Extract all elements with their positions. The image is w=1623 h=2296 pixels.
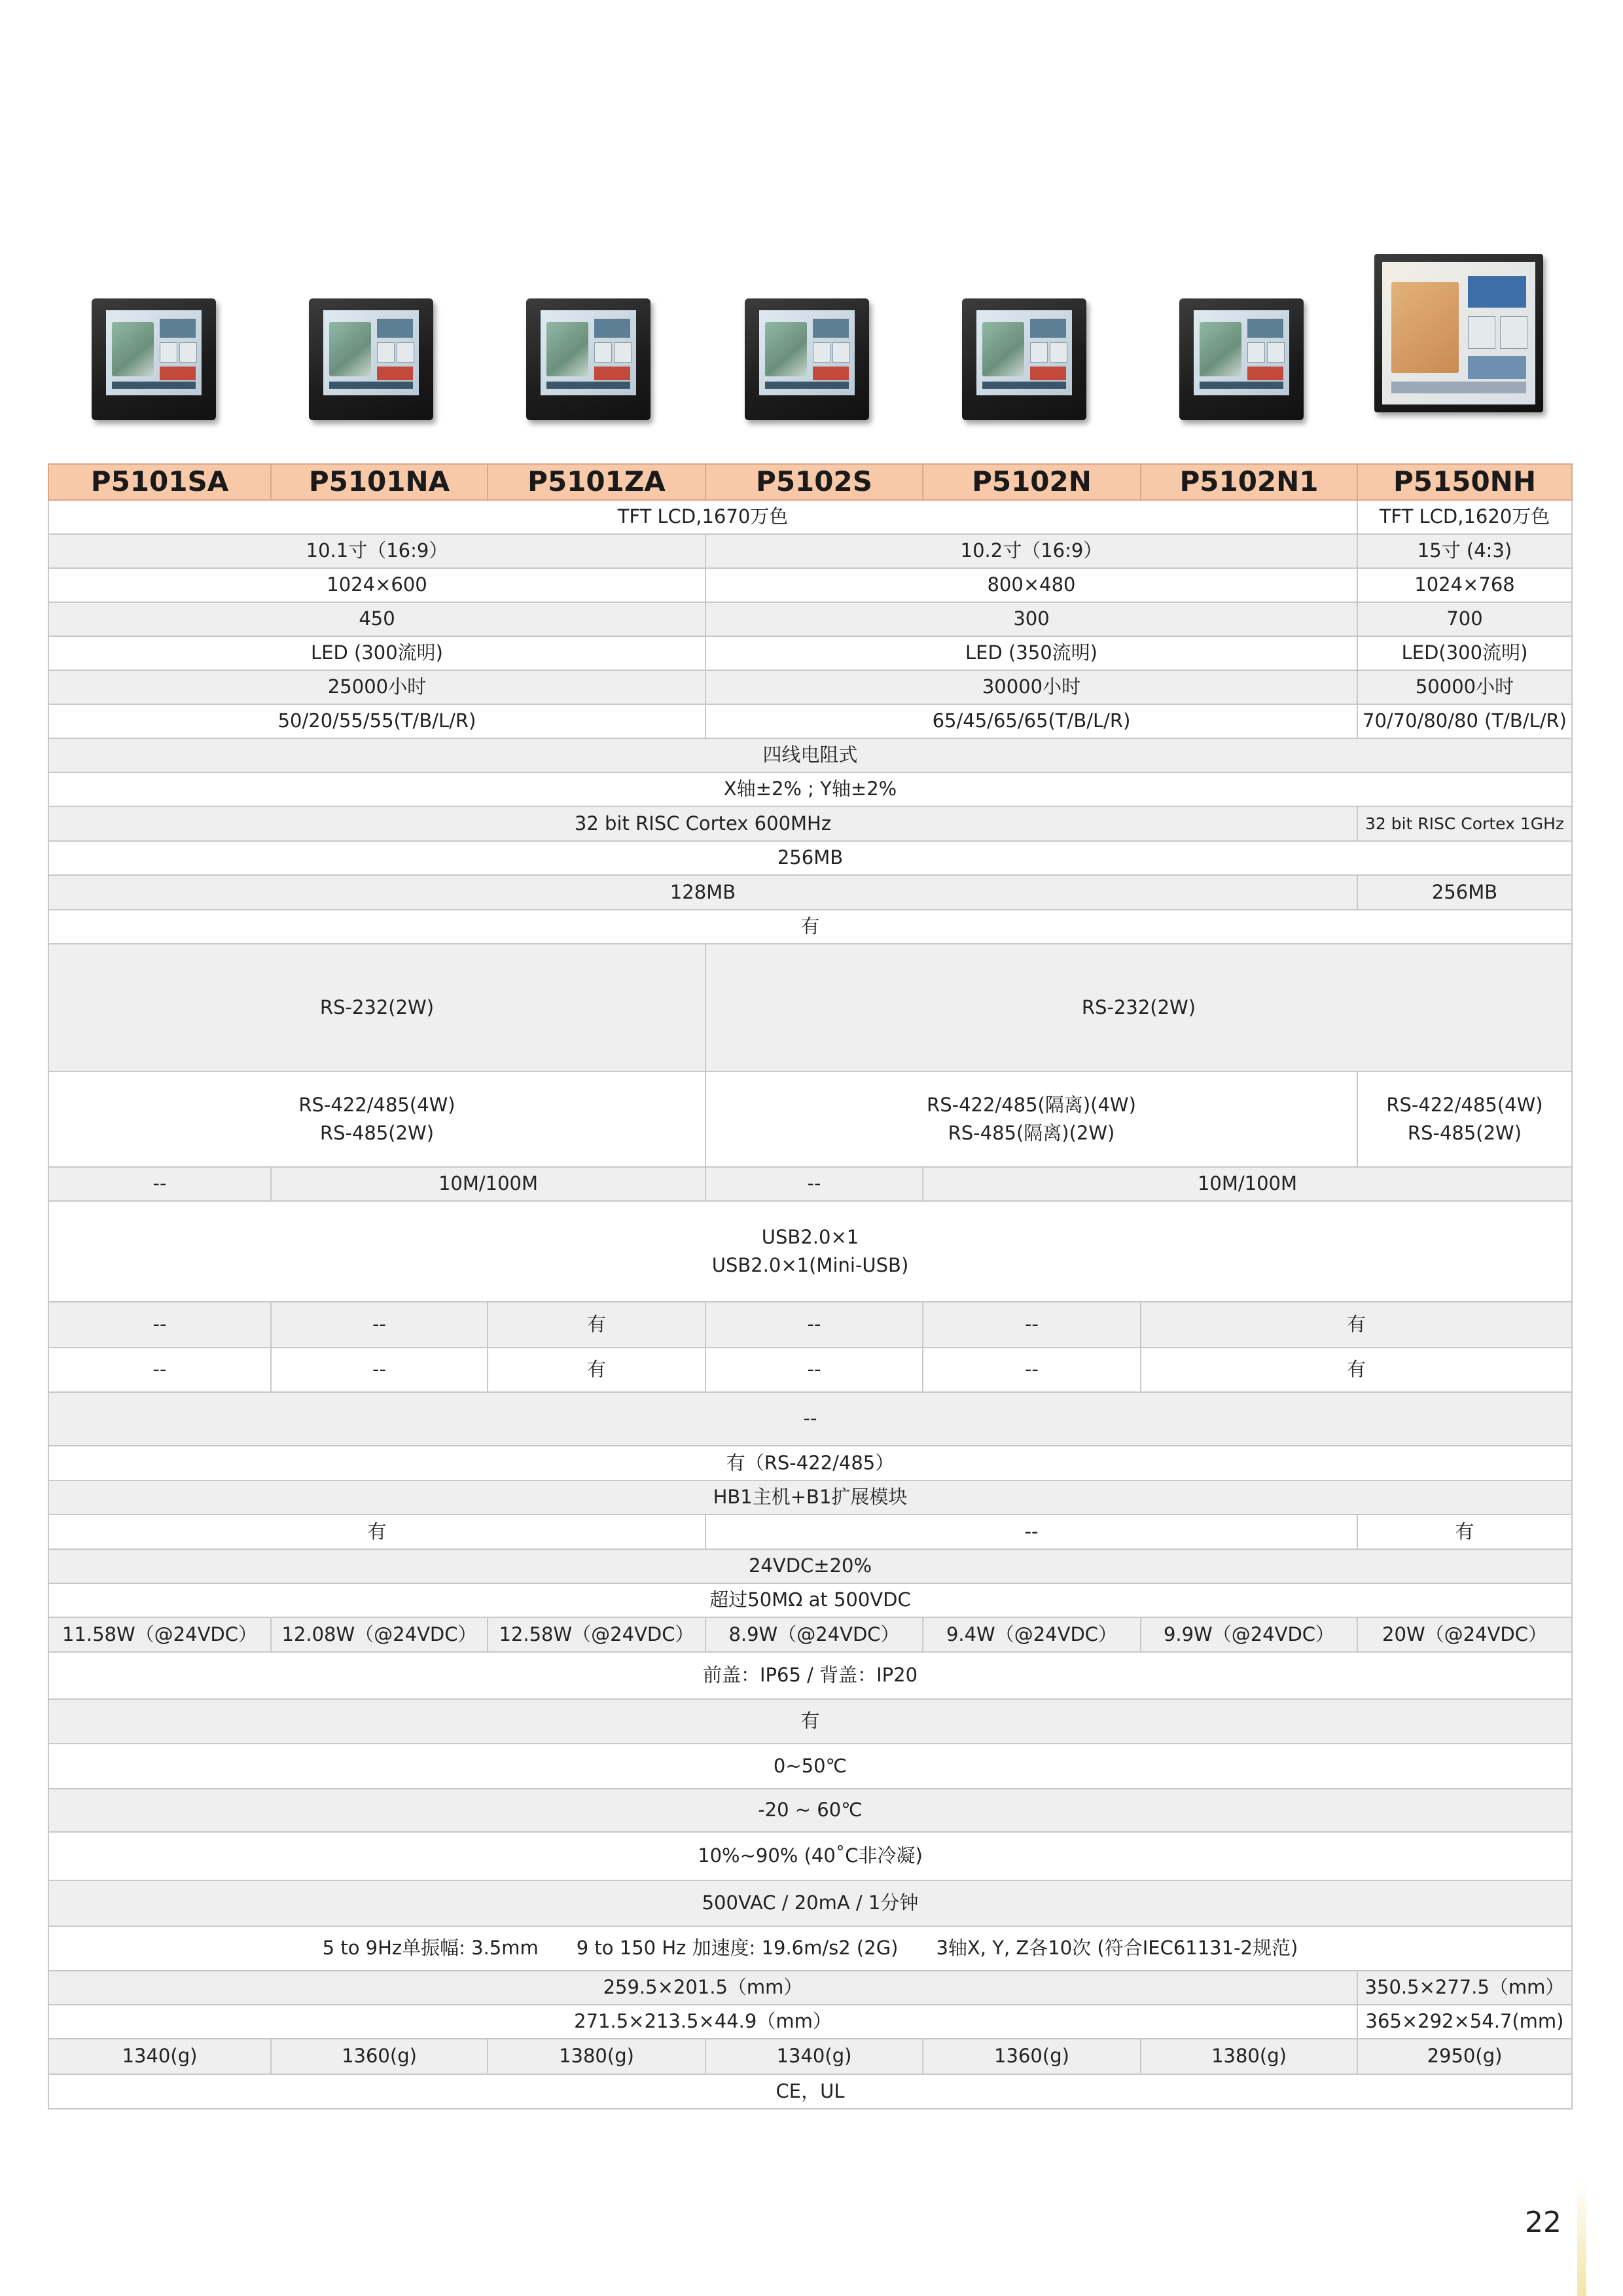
weight-value: 1340(g) xyxy=(48,2039,271,2074)
com2-line: RS-485(隔离)(2W) xyxy=(948,1122,1115,1144)
brightness-value: 450 xyxy=(48,602,705,636)
com1-value: RS-232(2W) xyxy=(48,944,705,1071)
com2-line: RS-422/485(4W) xyxy=(1386,1093,1543,1116)
certification-row xyxy=(48,2074,1572,2109)
feature-value: -- xyxy=(271,1348,488,1392)
cpu-value: 32 bit RISC Cortex 1GHz xyxy=(1357,806,1572,841)
model-name: P5101NA xyxy=(271,464,488,500)
humidity-value: 10%~90% (40˚C非冷凝) xyxy=(48,1832,1572,1880)
storage-temp-row xyxy=(48,1789,1572,1832)
weight-value: 1380(g) xyxy=(488,2039,705,2074)
size-value: 15寸 (4:3) xyxy=(1357,534,1572,568)
usb-line: USB2.0×1(Mini-USB) xyxy=(711,1254,909,1276)
memory-row xyxy=(48,841,1572,875)
com2-line: RS-485(2W) xyxy=(1407,1122,1522,1144)
storage-value: 256MB xyxy=(1357,875,1572,910)
brightness-value: 300 xyxy=(705,602,1357,636)
operating-temp-value: 0~50℃ xyxy=(48,1744,1572,1789)
com2-line: RS-485(2W) xyxy=(319,1122,435,1144)
page-accent xyxy=(1577,2179,1586,2296)
consumption-value: 12.08W（@24VDC） xyxy=(271,1617,488,1652)
consumption-value: 20W（@24VDC） xyxy=(1357,1617,1572,1652)
viewing-angle-value: 65/45/65/65(T/B/L/R) xyxy=(705,704,1357,738)
size-row xyxy=(48,534,1572,568)
cutout-row xyxy=(48,1971,1572,2005)
size-value: 10.1寸（16:9） xyxy=(48,534,705,568)
weight-value: 1360(g) xyxy=(923,2039,1141,2074)
model-header-row xyxy=(48,464,1572,500)
usb-value xyxy=(48,1201,1572,1302)
dimensions-value: 271.5×213.5×44.9（mm） xyxy=(48,2005,1357,2039)
com2-value xyxy=(1357,1071,1572,1167)
ethernet-value: 10M/100M xyxy=(271,1167,705,1201)
feature-value: 有（RS-422/485） xyxy=(48,1446,1572,1480)
storage-temp-value: -20 ~ 60℃ xyxy=(48,1789,1572,1832)
model-name: P5150NH xyxy=(1357,464,1572,500)
cpu-value: 32 bit RISC Cortex 600MHz xyxy=(48,806,1357,841)
memory-value: 256MB xyxy=(48,841,1572,875)
withstand-voltage-value: 500VAC / 20mA / 1分钟 xyxy=(48,1880,1572,1926)
resolution-value: 1024×600 xyxy=(48,568,705,602)
dimensions-value: 365×292×54.7(mm) xyxy=(1357,2005,1572,2039)
cooling-value: 有 xyxy=(48,1699,1572,1744)
feature-row-3 xyxy=(48,1392,1572,1446)
storage-row xyxy=(48,875,1572,910)
backlight-row xyxy=(48,636,1572,670)
backlight-value: LED (300流明) xyxy=(48,636,705,670)
ethernet-value: -- xyxy=(48,1167,271,1201)
operating-temp-row xyxy=(48,1744,1572,1789)
com2-value xyxy=(48,1071,705,1167)
weight-value: 1360(g) xyxy=(271,2039,488,2074)
usb-line: USB2.0×1 xyxy=(761,1225,859,1248)
feature-value: 有 xyxy=(1357,1515,1572,1549)
feature-row-1 xyxy=(48,1302,1572,1348)
com2-line: RS-422/485(隔离)(4W) xyxy=(927,1093,1136,1116)
model-name: P5102N xyxy=(923,464,1141,500)
feature-value: -- xyxy=(923,1348,1141,1392)
weight-value: 1380(g) xyxy=(1141,2039,1357,2074)
touch-accuracy-row xyxy=(48,772,1572,806)
viewing-angle-value: 70/70/80/80 (T/B/L/R) xyxy=(1357,704,1572,738)
expansion-value: HB1主机+B1扩展模块 xyxy=(48,1480,1572,1515)
rtc-value: 有 xyxy=(48,910,1572,944)
model-name: P5102S xyxy=(705,464,923,500)
backlight-value: LED(300流明) xyxy=(1357,636,1572,670)
viewing-angle-row xyxy=(48,704,1572,738)
certification-value: CE，UL xyxy=(48,2074,1572,2109)
resolution-value: 800×480 xyxy=(705,568,1357,602)
insulation-value: 超过50MΩ at 500VDC xyxy=(48,1583,1572,1617)
ethernet-value: -- xyxy=(705,1167,923,1201)
feature-value: 有 xyxy=(488,1302,705,1348)
display-row xyxy=(48,500,1572,534)
feature-value: -- xyxy=(48,1348,271,1392)
display-value: TFT LCD,1670万色 xyxy=(48,500,1357,534)
protection-row xyxy=(48,1652,1572,1699)
com2-line: RS-422/485(4W) xyxy=(298,1093,455,1116)
insulation-row xyxy=(48,1583,1572,1617)
model-name: P5102N1 xyxy=(1141,464,1357,500)
touch-accuracy-value: X轴±2% ; Y轴±2% xyxy=(48,772,1572,806)
protection-value: 前盖：IP65 / 背盖：IP20 xyxy=(48,1652,1572,1699)
feature-value: -- xyxy=(923,1302,1141,1348)
feature-row-5 xyxy=(48,1515,1572,1549)
consumption-value: 12.58W（@24VDC） xyxy=(488,1617,705,1652)
feature-value: -- xyxy=(705,1515,1357,1549)
ethernet-value: 10M/100M xyxy=(923,1167,1572,1201)
resolution-row xyxy=(48,568,1572,602)
consumption-value: 8.9W（@24VDC） xyxy=(705,1617,923,1652)
feature-value: 有 xyxy=(48,1515,705,1549)
weight-row xyxy=(48,2039,1572,2074)
cooling-row xyxy=(48,1699,1572,1744)
weight-value: 2950(g) xyxy=(1357,2039,1572,2074)
consumption-value: 9.4W（@24VDC） xyxy=(923,1617,1141,1652)
feature-value: -- xyxy=(48,1392,1572,1446)
feature-value: 有 xyxy=(1141,1302,1572,1348)
page-number: 22 xyxy=(1525,2206,1561,2239)
weight-value: 1340(g) xyxy=(705,2039,923,2074)
ethernet-row xyxy=(48,1167,1572,1201)
com2-value xyxy=(705,1071,1357,1167)
dimensions-row xyxy=(48,2005,1572,2039)
spec-table xyxy=(48,463,1573,2109)
cutout-value: 350.5×277.5（mm） xyxy=(1357,1971,1572,2005)
consumption-value: 11.58W（@24VDC） xyxy=(48,1617,271,1652)
com2-row xyxy=(48,1071,1572,1167)
feature-row-2 xyxy=(48,1348,1572,1392)
model-name: P5101ZA xyxy=(488,464,705,500)
feature-value: 有 xyxy=(1141,1348,1572,1392)
feature-row-4 xyxy=(48,1446,1572,1480)
power-row xyxy=(48,1549,1572,1583)
model-name: P5101SA xyxy=(48,464,271,500)
backlight-life-value: 50000小时 xyxy=(1357,670,1572,704)
brightness-row xyxy=(48,602,1572,636)
consumption-value: 9.9W（@24VDC） xyxy=(1141,1617,1357,1652)
viewing-angle-value: 50/20/55/55(T/B/L/R) xyxy=(48,704,705,738)
backlight-value: LED (350流明) xyxy=(705,636,1357,670)
vibration-value: 5 to 9Hz单振幅: 3.5mm 9 to 150 Hz 加速度: 19.6m/s2 (2G) 3轴X, Y, Z各10次 (符合IEC61131-2规范) xyxy=(48,1926,1572,1971)
size-value: 10.2寸（16:9） xyxy=(705,534,1357,568)
feature-value: -- xyxy=(705,1302,923,1348)
product-images xyxy=(48,249,1571,432)
expansion-row xyxy=(48,1480,1572,1515)
cutout-value: 259.5×201.5（mm） xyxy=(48,1971,1357,2005)
power-value: 24VDC±20% xyxy=(48,1549,1572,1583)
consumption-row xyxy=(48,1617,1572,1652)
usb-row xyxy=(48,1201,1572,1302)
com1-value: RS-232(2W) xyxy=(705,944,1572,1071)
vibration-row xyxy=(48,1926,1572,1971)
backlight-life-value: 30000小时 xyxy=(705,670,1357,704)
backlight-life-row xyxy=(48,670,1572,704)
resolution-value: 1024×768 xyxy=(1357,568,1572,602)
rtc-row xyxy=(48,910,1572,944)
humidity-row xyxy=(48,1832,1572,1880)
brightness-value: 700 xyxy=(1357,602,1572,636)
feature-value: -- xyxy=(271,1302,488,1348)
backlight-life-value: 25000小时 xyxy=(48,670,705,704)
touch-type-row xyxy=(48,738,1572,772)
com1-row xyxy=(48,944,1572,1071)
storage-value: 128MB xyxy=(48,875,1357,910)
withstand-voltage-row xyxy=(48,1880,1572,1926)
feature-value: -- xyxy=(705,1348,923,1392)
feature-value: -- xyxy=(48,1302,271,1348)
display-value: TFT LCD,1620万色 xyxy=(1357,500,1572,534)
cpu-row xyxy=(48,806,1572,841)
touch-type-value: 四线电阻式 xyxy=(48,738,1572,772)
feature-value: 有 xyxy=(488,1348,705,1392)
